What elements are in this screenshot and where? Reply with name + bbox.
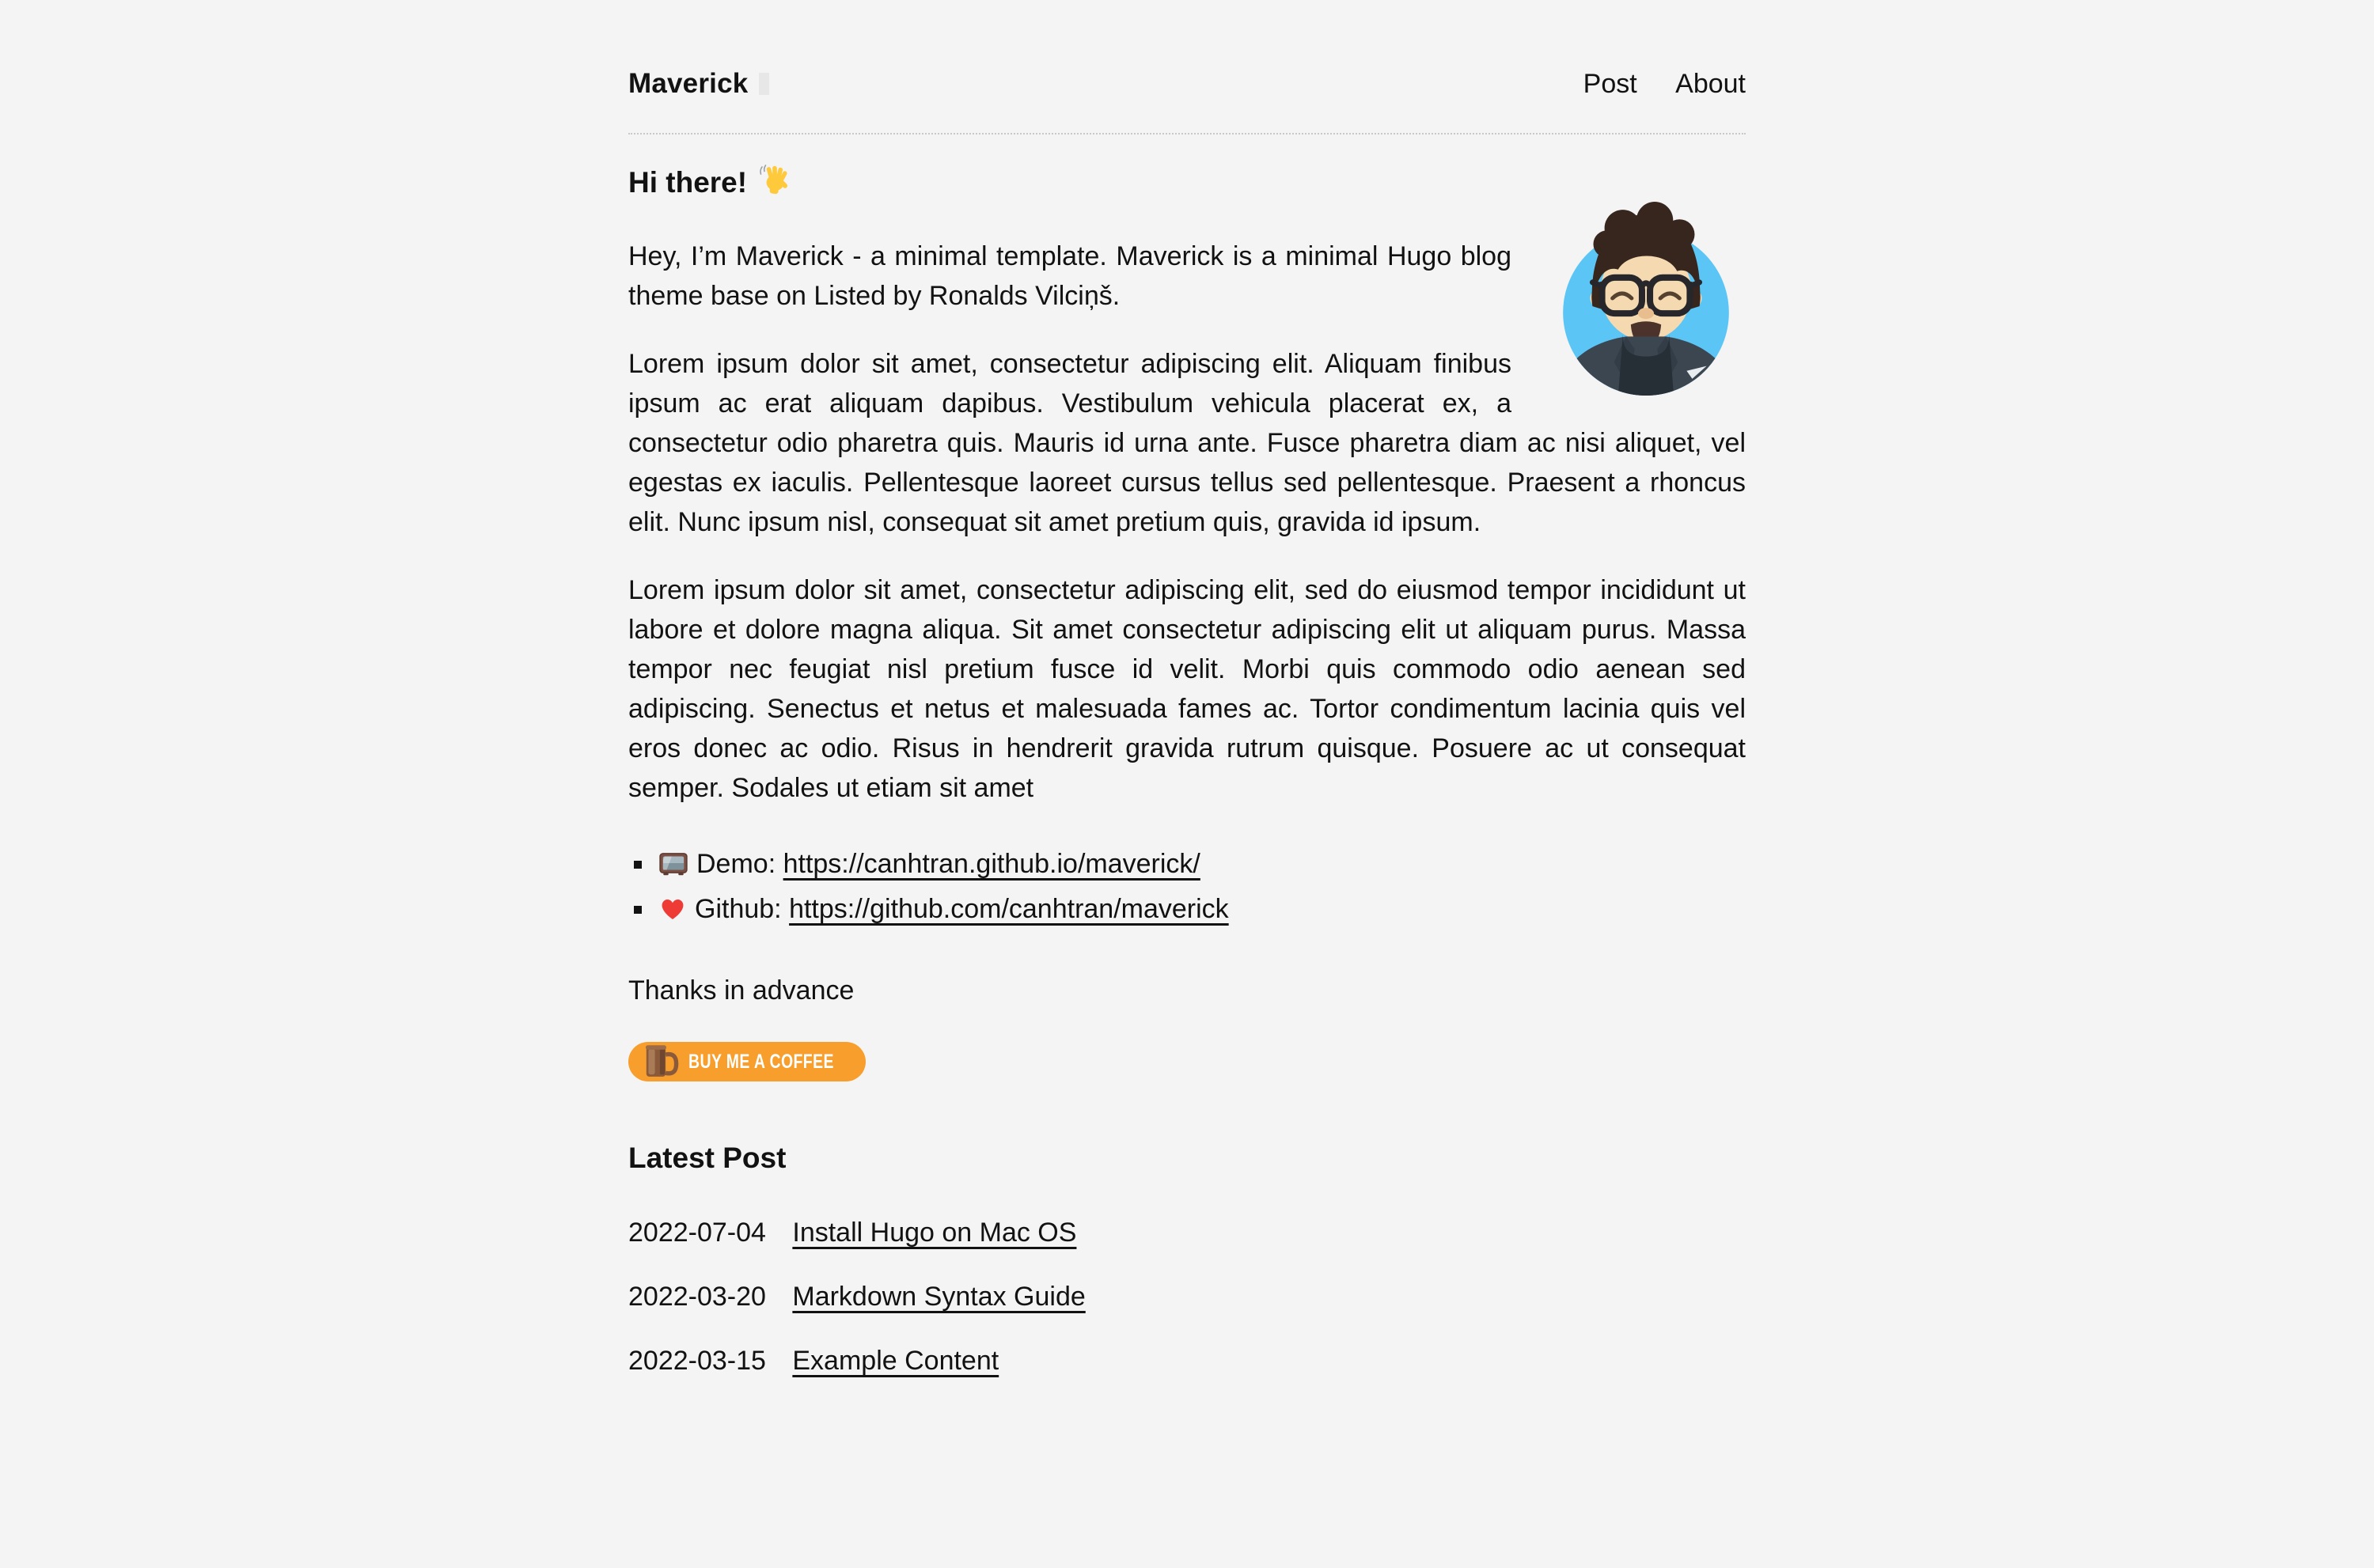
post-date: 2022-03-15 bbox=[628, 1346, 766, 1376]
list-item-demo bbox=[655, 844, 1746, 889]
coffee-mug-icon bbox=[638, 1038, 681, 1085]
post-date: 2022-03-20 bbox=[628, 1282, 766, 1312]
post-row bbox=[628, 1213, 1746, 1252]
list-item-github bbox=[655, 889, 1746, 934]
brand-link[interactable]: Maverick bbox=[628, 68, 749, 99]
greeting-text: Hi there! bbox=[628, 165, 748, 199]
greeting-heading bbox=[628, 163, 1511, 202]
link-label: Demo: bbox=[696, 849, 776, 879]
post-date: 2022-07-04 bbox=[628, 1218, 766, 1248]
post-link[interactable]: Example Content bbox=[792, 1346, 999, 1376]
site-header bbox=[628, 68, 1746, 134]
post-link[interactable]: Markdown Syntax Guide bbox=[792, 1282, 1086, 1312]
nose bbox=[1638, 308, 1654, 319]
bmc-label: BUY ME A COFFEE bbox=[688, 1050, 834, 1073]
post-row bbox=[628, 1341, 1746, 1381]
site-nav bbox=[1549, 69, 1746, 100]
content-column bbox=[628, 0, 1746, 1381]
nav-link-post[interactable]: Post bbox=[1583, 69, 1637, 99]
tv-icon bbox=[658, 848, 688, 889]
waving-hand-icon bbox=[758, 163, 790, 202]
post-link[interactable]: Install Hugo on Mac OS bbox=[792, 1218, 1077, 1248]
nav-link-about[interactable]: About bbox=[1675, 69, 1746, 99]
text-cursor-block bbox=[759, 73, 769, 95]
resource-links-list bbox=[628, 844, 1746, 934]
intro-paragraph-3: Lorem ipsum dolor sit amet, consectetur adipiscing elit, sed do eiusmod tempor incididunt ut labore et dolore magna aliqua. Sit amet consectetur adipiscing elit ut aliquam purus. Massa tempor nec feugiat nisl pretium fusce id velit. Morbi quis commodo odio aenean sed adipiscing. Senectus et netus et malesuada fames ac. Tortor condimentum lacinia quis vel eros donec ac odio. Risus in hendrerit gravida rutrum quisque. Posuere ac ut consequat semper. Sodales ut etiam sit amet bbox=[628, 575, 1746, 803]
post-row bbox=[628, 1277, 1746, 1316]
main-content bbox=[628, 163, 1746, 1381]
intro-paragraph-2: Lorem ipsum dolor sit amet, consectetur adipiscing elit. Aliquam finibus ipsum ac erat aliquam dapibus. Vestibulum vehicula placerat ex, a consectetur odio pharetra quis. Mauris id urna ante. Fusce pharetra diam ac nisi aliquet, vel egestas ex iaculis. Pellentesque laoreet cursus tellus sed pellentesque. Praesent a rhoncus elit. Nunc ipsum nisl, consequat sit amet pretium quis, gravida id ipsum. bbox=[628, 349, 1746, 537]
brand-wrap bbox=[628, 68, 769, 100]
intro-paragraph-1: Hey, I’m Maverick - a minimal template. Maverick is a minimal Hugo blog theme base on Listed by Ronalds Vilciņš. bbox=[628, 241, 1511, 311]
buy-me-a-coffee-button[interactable] bbox=[628, 1042, 866, 1081]
avatar-man-glasses-icon bbox=[1546, 201, 1746, 397]
latest-post-heading: Latest Post bbox=[628, 1142, 787, 1174]
avatar bbox=[1546, 163, 1746, 397]
demo-link[interactable]: https://canhtran.github.io/maverick/ bbox=[783, 849, 1200, 879]
thanks-text: Thanks in advance bbox=[628, 975, 855, 1006]
post-list bbox=[628, 1213, 1746, 1381]
link-label: Github: bbox=[695, 894, 782, 924]
heart-icon bbox=[658, 895, 687, 934]
github-link[interactable]: https://github.com/canhtran/maverick bbox=[789, 894, 1229, 924]
